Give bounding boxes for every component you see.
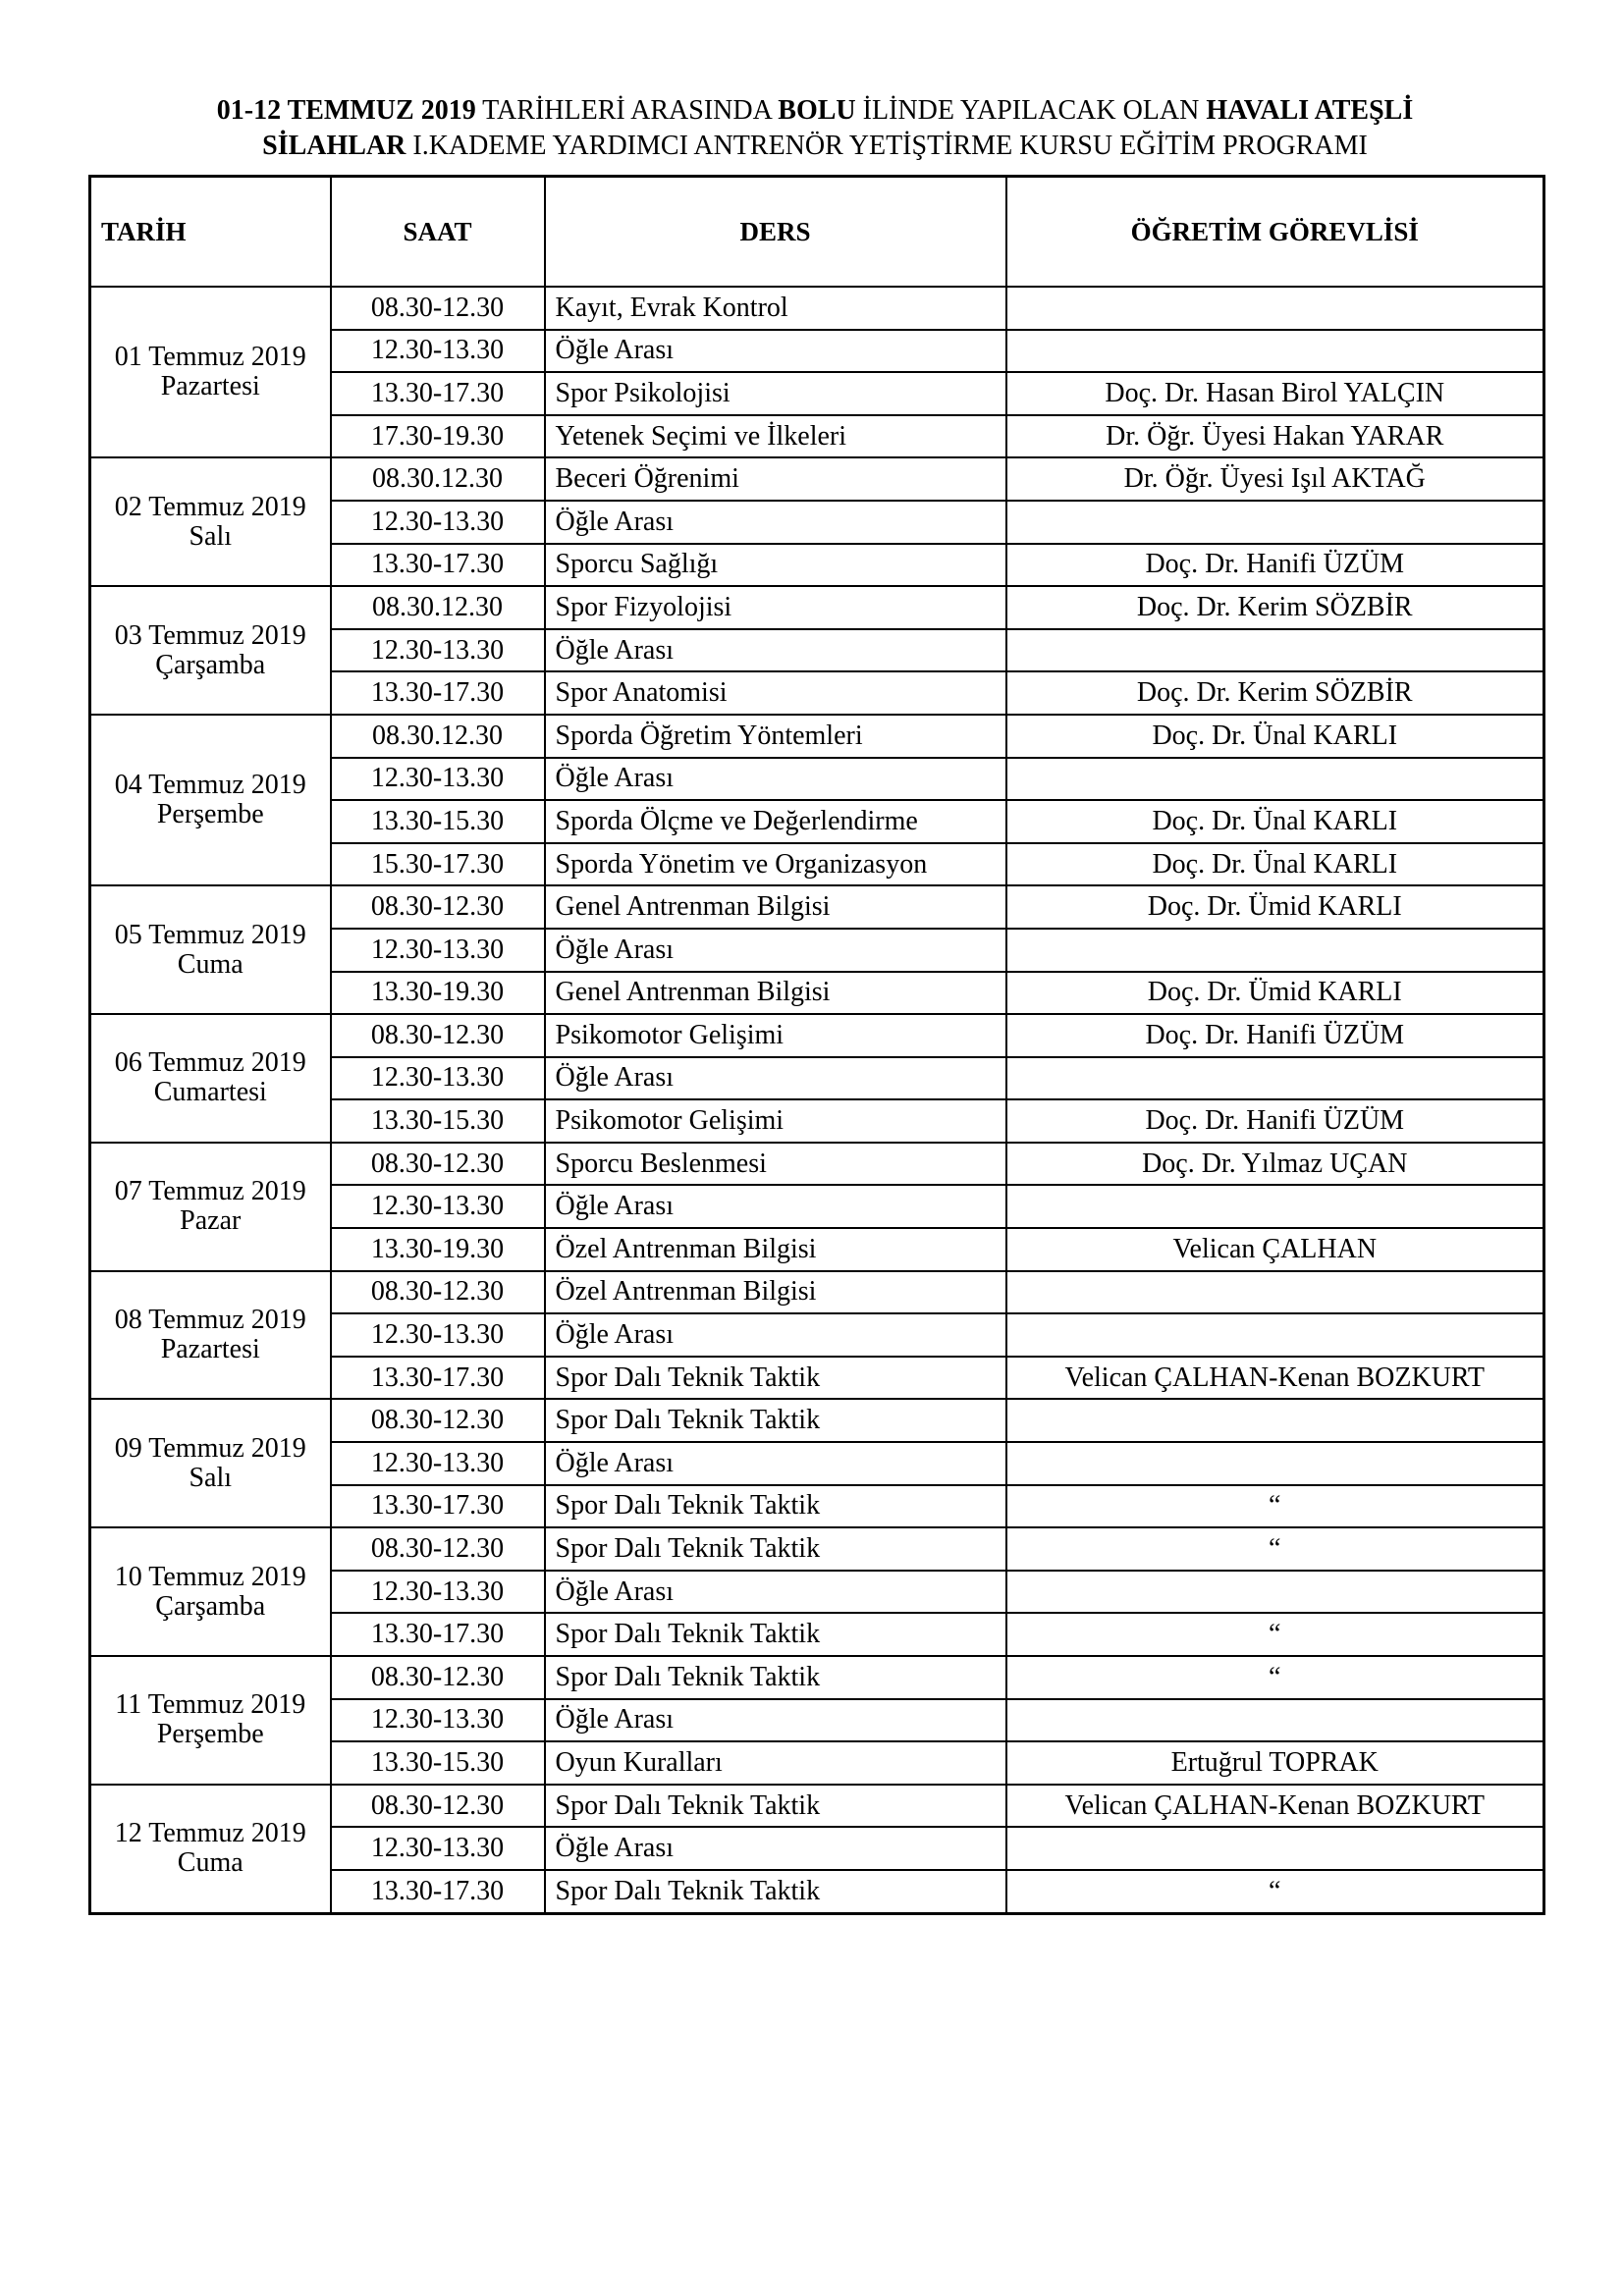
- ders-cell: Sporda Öğretim Yöntemleri: [545, 715, 1006, 758]
- day-cell: [90, 1399, 331, 1527]
- day-cell: [90, 586, 331, 715]
- saat-cell: 08.30.12.30: [331, 715, 545, 758]
- day-cell: [90, 1271, 331, 1400]
- title-line-1: [88, 93, 1542, 129]
- saat-cell: 08.30-12.30: [331, 287, 545, 330]
- saat-cell: 12.30-13.30: [331, 629, 545, 672]
- gorevli-cell: Doç. Dr. Ünal KARLI: [1006, 715, 1544, 758]
- ders-cell: Kayıt, Evrak Kontrol: [545, 287, 1006, 330]
- day-date: 07 Temmuz 2019: [114, 1176, 306, 1207]
- gorevli-cell: Doç. Dr. Yılmaz UÇAN: [1006, 1143, 1544, 1186]
- day-cell: [90, 1785, 331, 1913]
- day-date: 01 Temmuz 2019: [114, 342, 306, 373]
- day-weekday: Perşembe: [156, 1719, 264, 1750]
- ders-cell: Öğle Arası: [545, 330, 1006, 373]
- gorevli-cell: Velican ÇALHAN: [1006, 1228, 1544, 1271]
- saat-cell: 12.30-13.30: [331, 1057, 545, 1100]
- gorevli-cell: [1006, 1442, 1544, 1485]
- ders-cell: Sporcu Sağlığı: [545, 544, 1006, 587]
- saat-cell: 13.30-17.30: [331, 544, 545, 587]
- gorevli-cell: “: [1006, 1656, 1544, 1699]
- title-text-2: İLİNDE YAPILACAK OLAN: [855, 95, 1207, 126]
- saat-cell: 12.30-13.30: [331, 1185, 545, 1228]
- day-date: 08 Temmuz 2019: [114, 1305, 306, 1336]
- gorevli-cell: Doç. Dr. Kerim SÖZBİR: [1006, 586, 1544, 629]
- gorevli-cell: [1006, 1271, 1544, 1314]
- saat-cell: 13.30-15.30: [331, 1099, 545, 1143]
- saat-cell: 13.30-17.30: [331, 1613, 545, 1656]
- page-title: [88, 93, 1542, 164]
- gorevli-cell: Dr. Öğr. Üyesi Hakan YARAR: [1006, 415, 1544, 458]
- gorevli-cell: Doç. Dr. Ümid KARLI: [1006, 972, 1544, 1015]
- day-weekday: Cuma: [177, 948, 244, 980]
- title-line-2: [88, 129, 1542, 164]
- ders-cell: Yetenek Seçimi ve İlkeleri: [545, 415, 1006, 458]
- gorevli-cell: “: [1006, 1613, 1544, 1656]
- ders-cell: Öğle Arası: [545, 1442, 1006, 1485]
- ders-cell: Psikomotor Gelişimi: [545, 1014, 1006, 1057]
- saat-cell: 12.30-13.30: [331, 929, 545, 972]
- gorevli-cell: [1006, 758, 1544, 801]
- table-row: [90, 457, 1544, 501]
- gorevli-cell: [1006, 1399, 1544, 1442]
- ders-cell: Genel Antrenman Bilgisi: [545, 885, 1006, 929]
- gorevli-cell: Doç. Dr. Ümid KARLI: [1006, 885, 1544, 929]
- gorevli-cell: [1006, 501, 1544, 544]
- day-weekday: Çarşamba: [155, 1590, 266, 1622]
- saat-cell: 08.30-12.30: [331, 1014, 545, 1057]
- ders-cell: Öğle Arası: [545, 1827, 1006, 1870]
- gorevli-cell: “: [1006, 1485, 1544, 1528]
- title-dates: 01-12 TEMMUZ 2019: [216, 95, 476, 126]
- schedule-body: [90, 287, 1544, 1913]
- table-row: [90, 586, 1544, 629]
- gorevli-cell: [1006, 1827, 1544, 1870]
- day-date: 04 Temmuz 2019: [114, 770, 306, 801]
- title-text-1: TARİHLERİ ARASINDA: [475, 95, 779, 126]
- saat-cell: 13.30-15.30: [331, 800, 545, 843]
- table-row: [90, 1014, 1544, 1057]
- gorevli-cell: [1006, 1699, 1544, 1742]
- ders-cell: Öğle Arası: [545, 758, 1006, 801]
- saat-cell: 13.30-19.30: [331, 1228, 545, 1271]
- saat-cell: 12.30-13.30: [331, 330, 545, 373]
- ders-cell: Spor Dalı Teknik Taktik: [545, 1613, 1006, 1656]
- table-row: [90, 715, 1544, 758]
- gorevli-cell: Doç. Dr. Hanifi ÜZÜM: [1006, 1014, 1544, 1057]
- saat-cell: 08.30-12.30: [331, 1656, 545, 1699]
- gorevli-cell: [1006, 1185, 1544, 1228]
- saat-cell: 12.30-13.30: [331, 1827, 545, 1870]
- ders-cell: Özel Antrenman Bilgisi: [545, 1228, 1006, 1271]
- day-cell: [90, 1143, 331, 1271]
- ders-cell: Öğle Arası: [545, 629, 1006, 672]
- header-row: [90, 177, 1544, 288]
- gorevli-cell: Doç. Dr. Kerim SÖZBİR: [1006, 671, 1544, 715]
- gorevli-cell: Velican ÇALHAN-Kenan BOZKURT: [1006, 1357, 1544, 1400]
- saat-cell: 08.30-12.30: [331, 1785, 545, 1828]
- ders-cell: Psikomotor Gelişimi: [545, 1099, 1006, 1143]
- gorevli-cell: “: [1006, 1870, 1544, 1913]
- table-row: [90, 1656, 1544, 1699]
- day-cell: [90, 1527, 331, 1656]
- header-saat: SAAT: [331, 177, 545, 288]
- ders-cell: Spor Dalı Teknik Taktik: [545, 1527, 1006, 1571]
- saat-cell: 12.30-13.30: [331, 1313, 545, 1357]
- title-discipline-2: SİLAHLAR: [262, 131, 406, 161]
- saat-cell: 12.30-13.30: [331, 501, 545, 544]
- table-row: [90, 1143, 1544, 1186]
- day-weekday: Çarşamba: [155, 649, 266, 680]
- ders-cell: Spor Psikolojisi: [545, 372, 1006, 415]
- saat-cell: 08.30-12.30: [331, 1399, 545, 1442]
- saat-cell: 08.30.12.30: [331, 457, 545, 501]
- table-row: [90, 1527, 1544, 1571]
- day-weekday: Pazar: [180, 1205, 242, 1237]
- day-date: 12 Temmuz 2019: [114, 1818, 306, 1849]
- day-cell: [90, 885, 331, 1014]
- day-date: 09 Temmuz 2019: [114, 1432, 306, 1464]
- saat-cell: 13.30-17.30: [331, 671, 545, 715]
- table-row: [90, 287, 1544, 330]
- gorevli-cell: Doç. Dr. Hasan Birol YALÇIN: [1006, 372, 1544, 415]
- ders-cell: Genel Antrenman Bilgisi: [545, 972, 1006, 1015]
- saat-cell: 13.30-17.30: [331, 1870, 545, 1913]
- day-cell: [90, 287, 331, 457]
- gorevli-cell: [1006, 929, 1544, 972]
- ders-cell: Spor Fizyolojisi: [545, 586, 1006, 629]
- ders-cell: Oyun Kuralları: [545, 1741, 1006, 1785]
- ders-cell: Spor Dalı Teknik Taktik: [545, 1656, 1006, 1699]
- ders-cell: Özel Antrenman Bilgisi: [545, 1271, 1006, 1314]
- day-date: 03 Temmuz 2019: [114, 619, 306, 651]
- ders-cell: Sporcu Beslenmesi: [545, 1143, 1006, 1186]
- saat-cell: 12.30-13.30: [331, 1442, 545, 1485]
- table-row: [90, 1399, 1544, 1442]
- day-weekday: Salı: [189, 1462, 233, 1493]
- day-cell: [90, 715, 331, 885]
- day-date: 05 Temmuz 2019: [114, 919, 306, 950]
- ders-cell: Spor Anatomisi: [545, 671, 1006, 715]
- title-text-3: I.KADEME YARDIMCI ANTRENÖR YETİŞTİRME KURSU EĞİTİM PROGRAMI: [406, 131, 1368, 161]
- gorevli-cell: Doç. Dr. Hanifi ÜZÜM: [1006, 1099, 1544, 1143]
- ders-cell: Öğle Arası: [545, 1313, 1006, 1357]
- table-row: [90, 885, 1544, 929]
- schedule-table: [88, 175, 1545, 1915]
- day-weekday: Cuma: [177, 1847, 244, 1879]
- table-row: [90, 1271, 1544, 1314]
- ders-cell: Öğle Arası: [545, 1057, 1006, 1100]
- saat-cell: 08.30-12.30: [331, 1271, 545, 1314]
- saat-cell: 13.30-17.30: [331, 1357, 545, 1400]
- header-gorevli: ÖĞRETİM GÖREVLİSİ: [1006, 177, 1544, 288]
- gorevli-cell: [1006, 1571, 1544, 1614]
- title-city: BOLU: [778, 95, 856, 126]
- ders-cell: Öğle Arası: [545, 501, 1006, 544]
- day-date: 06 Temmuz 2019: [114, 1047, 306, 1079]
- day-cell: [90, 457, 331, 586]
- saat-cell: 12.30-13.30: [331, 1699, 545, 1742]
- gorevli-cell: [1006, 330, 1544, 373]
- saat-cell: 08.30-12.30: [331, 1527, 545, 1571]
- gorevli-cell: [1006, 1313, 1544, 1357]
- saat-cell: 15.30-17.30: [331, 843, 545, 886]
- day-weekday: Pazartesi: [160, 371, 260, 402]
- ders-cell: Spor Dalı Teknik Taktik: [545, 1870, 1006, 1913]
- ders-cell: Öğle Arası: [545, 1699, 1006, 1742]
- saat-cell: 08.30.12.30: [331, 586, 545, 629]
- table-row: [90, 1785, 1544, 1828]
- day-weekday: Cumartesi: [153, 1077, 267, 1108]
- ders-cell: Spor Dalı Teknik Taktik: [545, 1357, 1006, 1400]
- day-weekday: Salı: [189, 520, 233, 552]
- gorevli-cell: [1006, 1057, 1544, 1100]
- ders-cell: Öğle Arası: [545, 929, 1006, 972]
- gorevli-cell: Doç. Dr. Hanifi ÜZÜM: [1006, 544, 1544, 587]
- saat-cell: 08.30-12.30: [331, 885, 545, 929]
- header-tarih: TARİH: [90, 177, 331, 288]
- saat-cell: 13.30-15.30: [331, 1741, 545, 1785]
- ders-cell: Spor Dalı Teknik Taktik: [545, 1399, 1006, 1442]
- gorevli-cell: Velican ÇALHAN-Kenan BOZKURT: [1006, 1785, 1544, 1828]
- gorevli-cell: “: [1006, 1527, 1544, 1571]
- day-cell: [90, 1014, 331, 1143]
- title-discipline-1: HAVALI ATEŞLİ: [1206, 95, 1414, 126]
- ders-cell: Spor Dalı Teknik Taktik: [545, 1485, 1006, 1528]
- day-date: 02 Temmuz 2019: [114, 491, 306, 522]
- ders-cell: Beceri Öğrenimi: [545, 457, 1006, 501]
- ders-cell: Öğle Arası: [545, 1185, 1006, 1228]
- header-ders: DERS: [545, 177, 1006, 288]
- saat-cell: 08.30-12.30: [331, 1143, 545, 1186]
- ders-cell: Sporda Ölçme ve Değerlendirme: [545, 800, 1006, 843]
- saat-cell: 12.30-13.30: [331, 1571, 545, 1614]
- ders-cell: Sporda Yönetim ve Organizasyon: [545, 843, 1006, 886]
- day-date: 11 Temmuz 2019: [115, 1689, 306, 1721]
- gorevli-cell: Doç. Dr. Ünal KARLI: [1006, 843, 1544, 886]
- gorevli-cell: Ertuğrul TOPRAK: [1006, 1741, 1544, 1785]
- ders-cell: Öğle Arası: [545, 1571, 1006, 1614]
- day-weekday: Pazartesi: [160, 1334, 260, 1365]
- ders-cell: Spor Dalı Teknik Taktik: [545, 1785, 1006, 1828]
- saat-cell: 13.30-17.30: [331, 372, 545, 415]
- day-cell: [90, 1656, 331, 1785]
- gorevli-cell: Dr. Öğr. Üyesi Işıl AKTAĞ: [1006, 457, 1544, 501]
- gorevli-cell: Doç. Dr. Ünal KARLI: [1006, 800, 1544, 843]
- day-weekday: Perşembe: [156, 799, 264, 830]
- saat-cell: 13.30-19.30: [331, 972, 545, 1015]
- saat-cell: 13.30-17.30: [331, 1485, 545, 1528]
- saat-cell: 17.30-19.30: [331, 415, 545, 458]
- saat-cell: 12.30-13.30: [331, 758, 545, 801]
- gorevli-cell: [1006, 287, 1544, 330]
- gorevli-cell: [1006, 629, 1544, 672]
- day-date: 10 Temmuz 2019: [114, 1561, 306, 1592]
